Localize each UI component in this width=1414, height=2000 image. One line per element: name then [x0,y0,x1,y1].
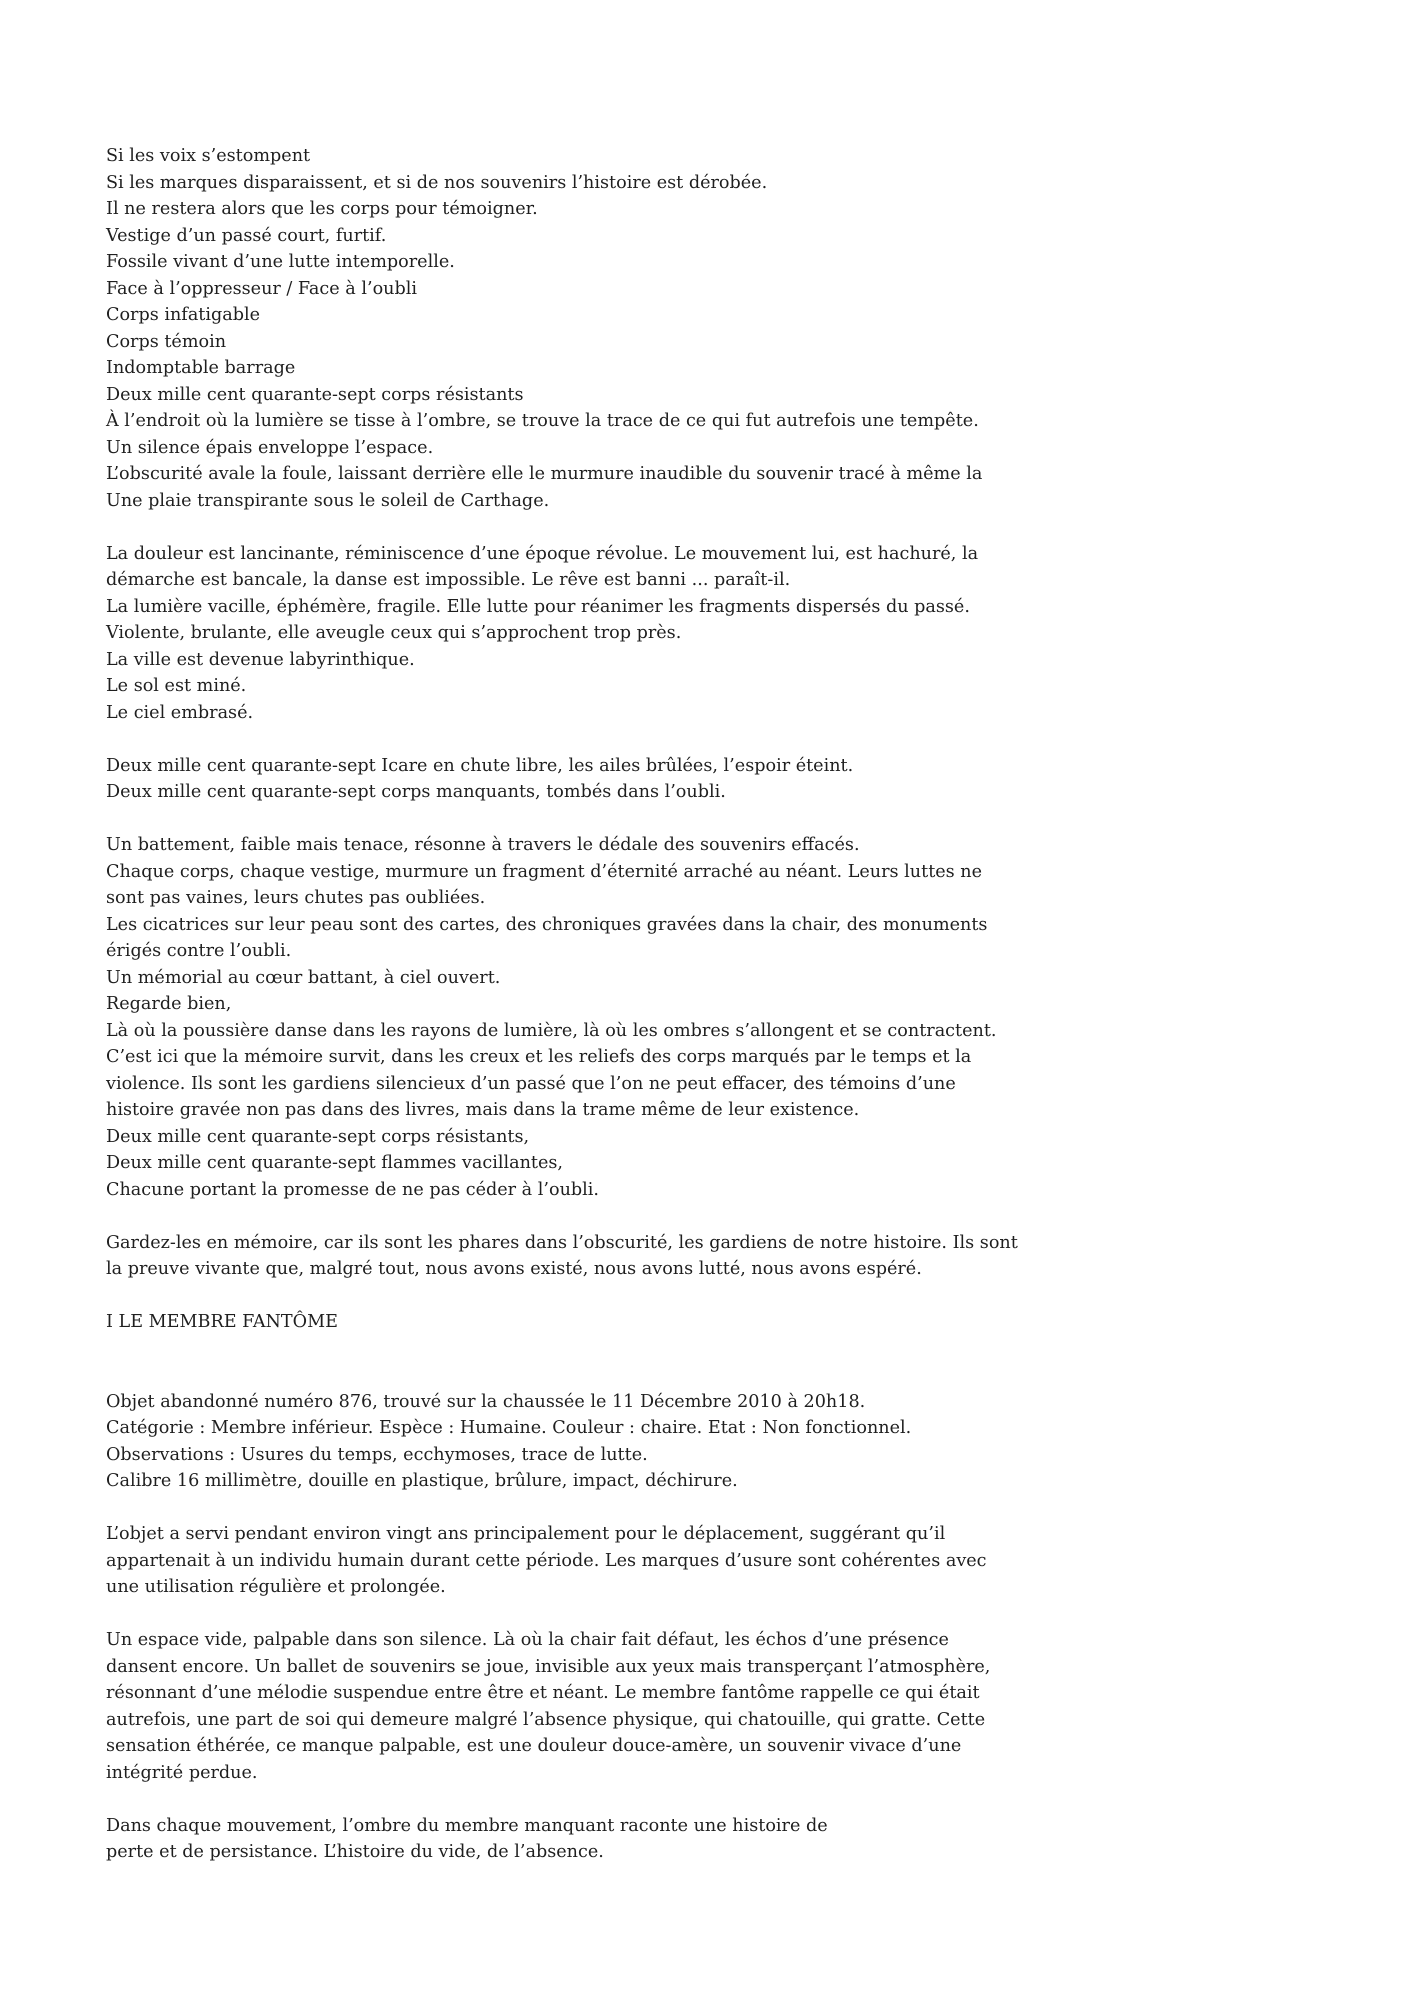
text-line: Une plaie transpirante sous le soleil de Carthage. [106,490,550,511]
battement-paragraph [106,832,1106,1203]
text-line: L’obscurité avale la foule, laissant derrière elle le murmure inaudible du souvenir tracé à même la [106,464,983,484]
text-line: Si les voix s’estompent [106,146,311,166]
paragraph-gap [106,1283,1106,1310]
text-line: Un silence épais enveloppe l’espace. [106,437,434,458]
text-line: Deux mille cent quarante-sept corps résistants, [106,1126,530,1147]
paragraph-gap [106,514,1106,541]
text-line: intégrité perdue. [106,1762,258,1783]
text-line: Fossile vivant d’une lutte intemporelle. [106,252,455,272]
text-line: Il ne restera alors que les corps pour témoigner. [106,199,538,219]
paragraph-gap [106,1601,1106,1628]
text-line: Deux mille cent quarante-sept corps résistants [106,384,524,405]
text-line: autrefois, une part de soi qui demeure malgré l’absence physique, qui chatouille, qui gratte. Cette [106,1709,986,1730]
text-line: Calibre 16 millimètre, douille en plastique, brûlure, impact, déchirure. [106,1471,738,1491]
section-heading-block [106,1309,1106,1336]
text-line: La lumière vacille, éphémère, fragile. Elle lutte pour réanimer les fragments dispersés du passé. [106,596,970,617]
text-line: démarche est bancale, la danse est impossible. Le rêve est banni ... paraît-il. [106,570,791,590]
text-line: Là où la poussière danse dans les rayons de lumière, là où les ombres s’allongent et se contractent. [106,1020,997,1041]
text-line: C’est ici que la mémoire survit, dans les creux et les reliefs des corps marqués par le temps et la [106,1047,972,1067]
paragraph-gap [106,1203,1106,1230]
text-line: Chacune portant la promesse de ne pas céder à l’oubli. [106,1179,600,1200]
text-line: Un mémorial au cœur battant, à ciel ouvert. [106,967,501,988]
paragraph-gap [106,1495,1106,1522]
text-line: Un battement, faible mais tenace, résonne à travers le dédale des souvenirs effacés. [106,835,860,855]
text-line: La douleur est lancinante, réminiscence d’une époque révolue. Le mouvement lui, est hachuré, la [106,543,979,564]
douleur-paragraph [106,541,1106,727]
text-line: Corps infatigable [106,305,261,325]
icare-paragraph [106,753,1106,806]
text-line: Deux mille cent quarante-sept Icare en chute libre, les ailes brûlées, l’espoir éteint. [106,755,854,776]
intro-stanza [106,143,1106,514]
usage-paragraph [106,1521,1106,1601]
text-line: Si les marques disparaissent, et si de nos souvenirs l’histoire est dérobée. [106,172,768,193]
text-line: Indomptable barrage [106,358,296,378]
objet-paragraph [106,1389,1106,1495]
text-line: À l’endroit où la lumière se tisse à l’ombre, se trouve la trace de ce qui fut autrefois une tempête. [106,411,979,431]
text-line: Deux mille cent quarante-sept flammes vacillantes, [106,1153,564,1173]
text-line: Chaque corps, chaque vestige, murmure un fragment d’éternité arraché au néant. Leurs luttes ne [106,861,983,882]
text-line: Catégorie : Membre inférieur. Espèce : Humaine. Couleur : chaire. Etat : Non fonctionnel. [106,1418,912,1438]
text-line: appartenait à un individu humain durant cette période. Les marques d’usure sont cohérentes avec [106,1550,987,1571]
paragraph-gap [106,806,1106,833]
text-line: sensation éthérée, ce manque palpable, est une douleur douce-amère, un souvenir vivace d’une [106,1736,962,1756]
text-line: violence. Ils sont les gardiens silencieux d’un passé que l’on ne peut effacer, des témoins d’une [106,1073,956,1094]
text-line: Observations : Usures du temps, ecchymoses, trace de lutte. [106,1444,648,1465]
text-line: Violente, brulante, elle aveugle ceux qui s’approchent trop près. [106,623,682,643]
text-line: Dans chaque mouvement, l’ombre du membre manquant raconte une histoire de [106,1815,828,1836]
text-line: Les cicatrices sur leur peau sont des cartes, des chroniques gravées dans la chair, des monuments [106,914,988,935]
text-line: Vestige d’un passé court, furtif. [106,225,387,246]
gardez-paragraph [106,1230,1106,1283]
text-line: Regarde bien, [106,994,232,1014]
paragraph-gap [106,1786,1106,1813]
text-line: Le ciel embrasé. [106,702,254,723]
paragraph-gap [106,726,1106,753]
text-line: Corps témoin [106,331,227,352]
document-text [106,143,1106,1866]
text-line: L’objet a servi pendant environ vingt ans principalement pour le déplacement, suggérant qu’il [106,1524,946,1544]
text-line: Objet abandonné numéro 876, trouvé sur la chaussée le 11 Décembre 2010 à 20h18. [106,1391,866,1412]
text-line: Deux mille cent quarante-sept corps manquants, tombés dans l’oubli. [106,782,726,802]
text-line: perte et de persistance. L’histoire du vide, de l’absence. [106,1842,604,1862]
text-line: histoire gravée non pas dans des livres, mais dans la trame même de leur existence. [106,1100,860,1120]
espace-paragraph [106,1627,1106,1786]
text-line: résonnant d’une mélodie suspendue entre être et néant. Le membre fantôme rappelle ce qui était [106,1683,980,1703]
text-line: dansent encore. Un ballet de souvenirs se joue, invisible aux yeux mais transperçant l’atmosphère, [106,1656,991,1677]
heading-gap [106,1336,1106,1389]
text-line: érigés contre l’oubli. [106,941,292,961]
text-line: Face à l’oppresseur / Face à l’oubli [106,278,418,299]
text-line: Gardez-les en mémoire, car ils sont les phares dans l’obscurité, les gardiens de notre histoire. Ils sont [106,1232,1018,1253]
text-line: Le sol est miné. [106,676,247,696]
text-line: sont pas vaines, leurs chutes pas oubliées. [106,888,486,908]
text-line: La ville est devenue labyrinthique. [106,649,415,670]
text-line: une utilisation régulière et prolongée. [106,1577,446,1597]
text-line: la preuve vivante que, malgré tout, nous avons existé, nous avons lutté, nous avons espéré. [106,1259,922,1279]
section-heading: I LE MEMBRE FANTÔME [106,1312,338,1332]
mouvement-paragraph [106,1813,1106,1866]
text-line: Un espace vide, palpable dans son silence. Là où la chair fait défaut, les échos d’une présence [106,1630,949,1650]
